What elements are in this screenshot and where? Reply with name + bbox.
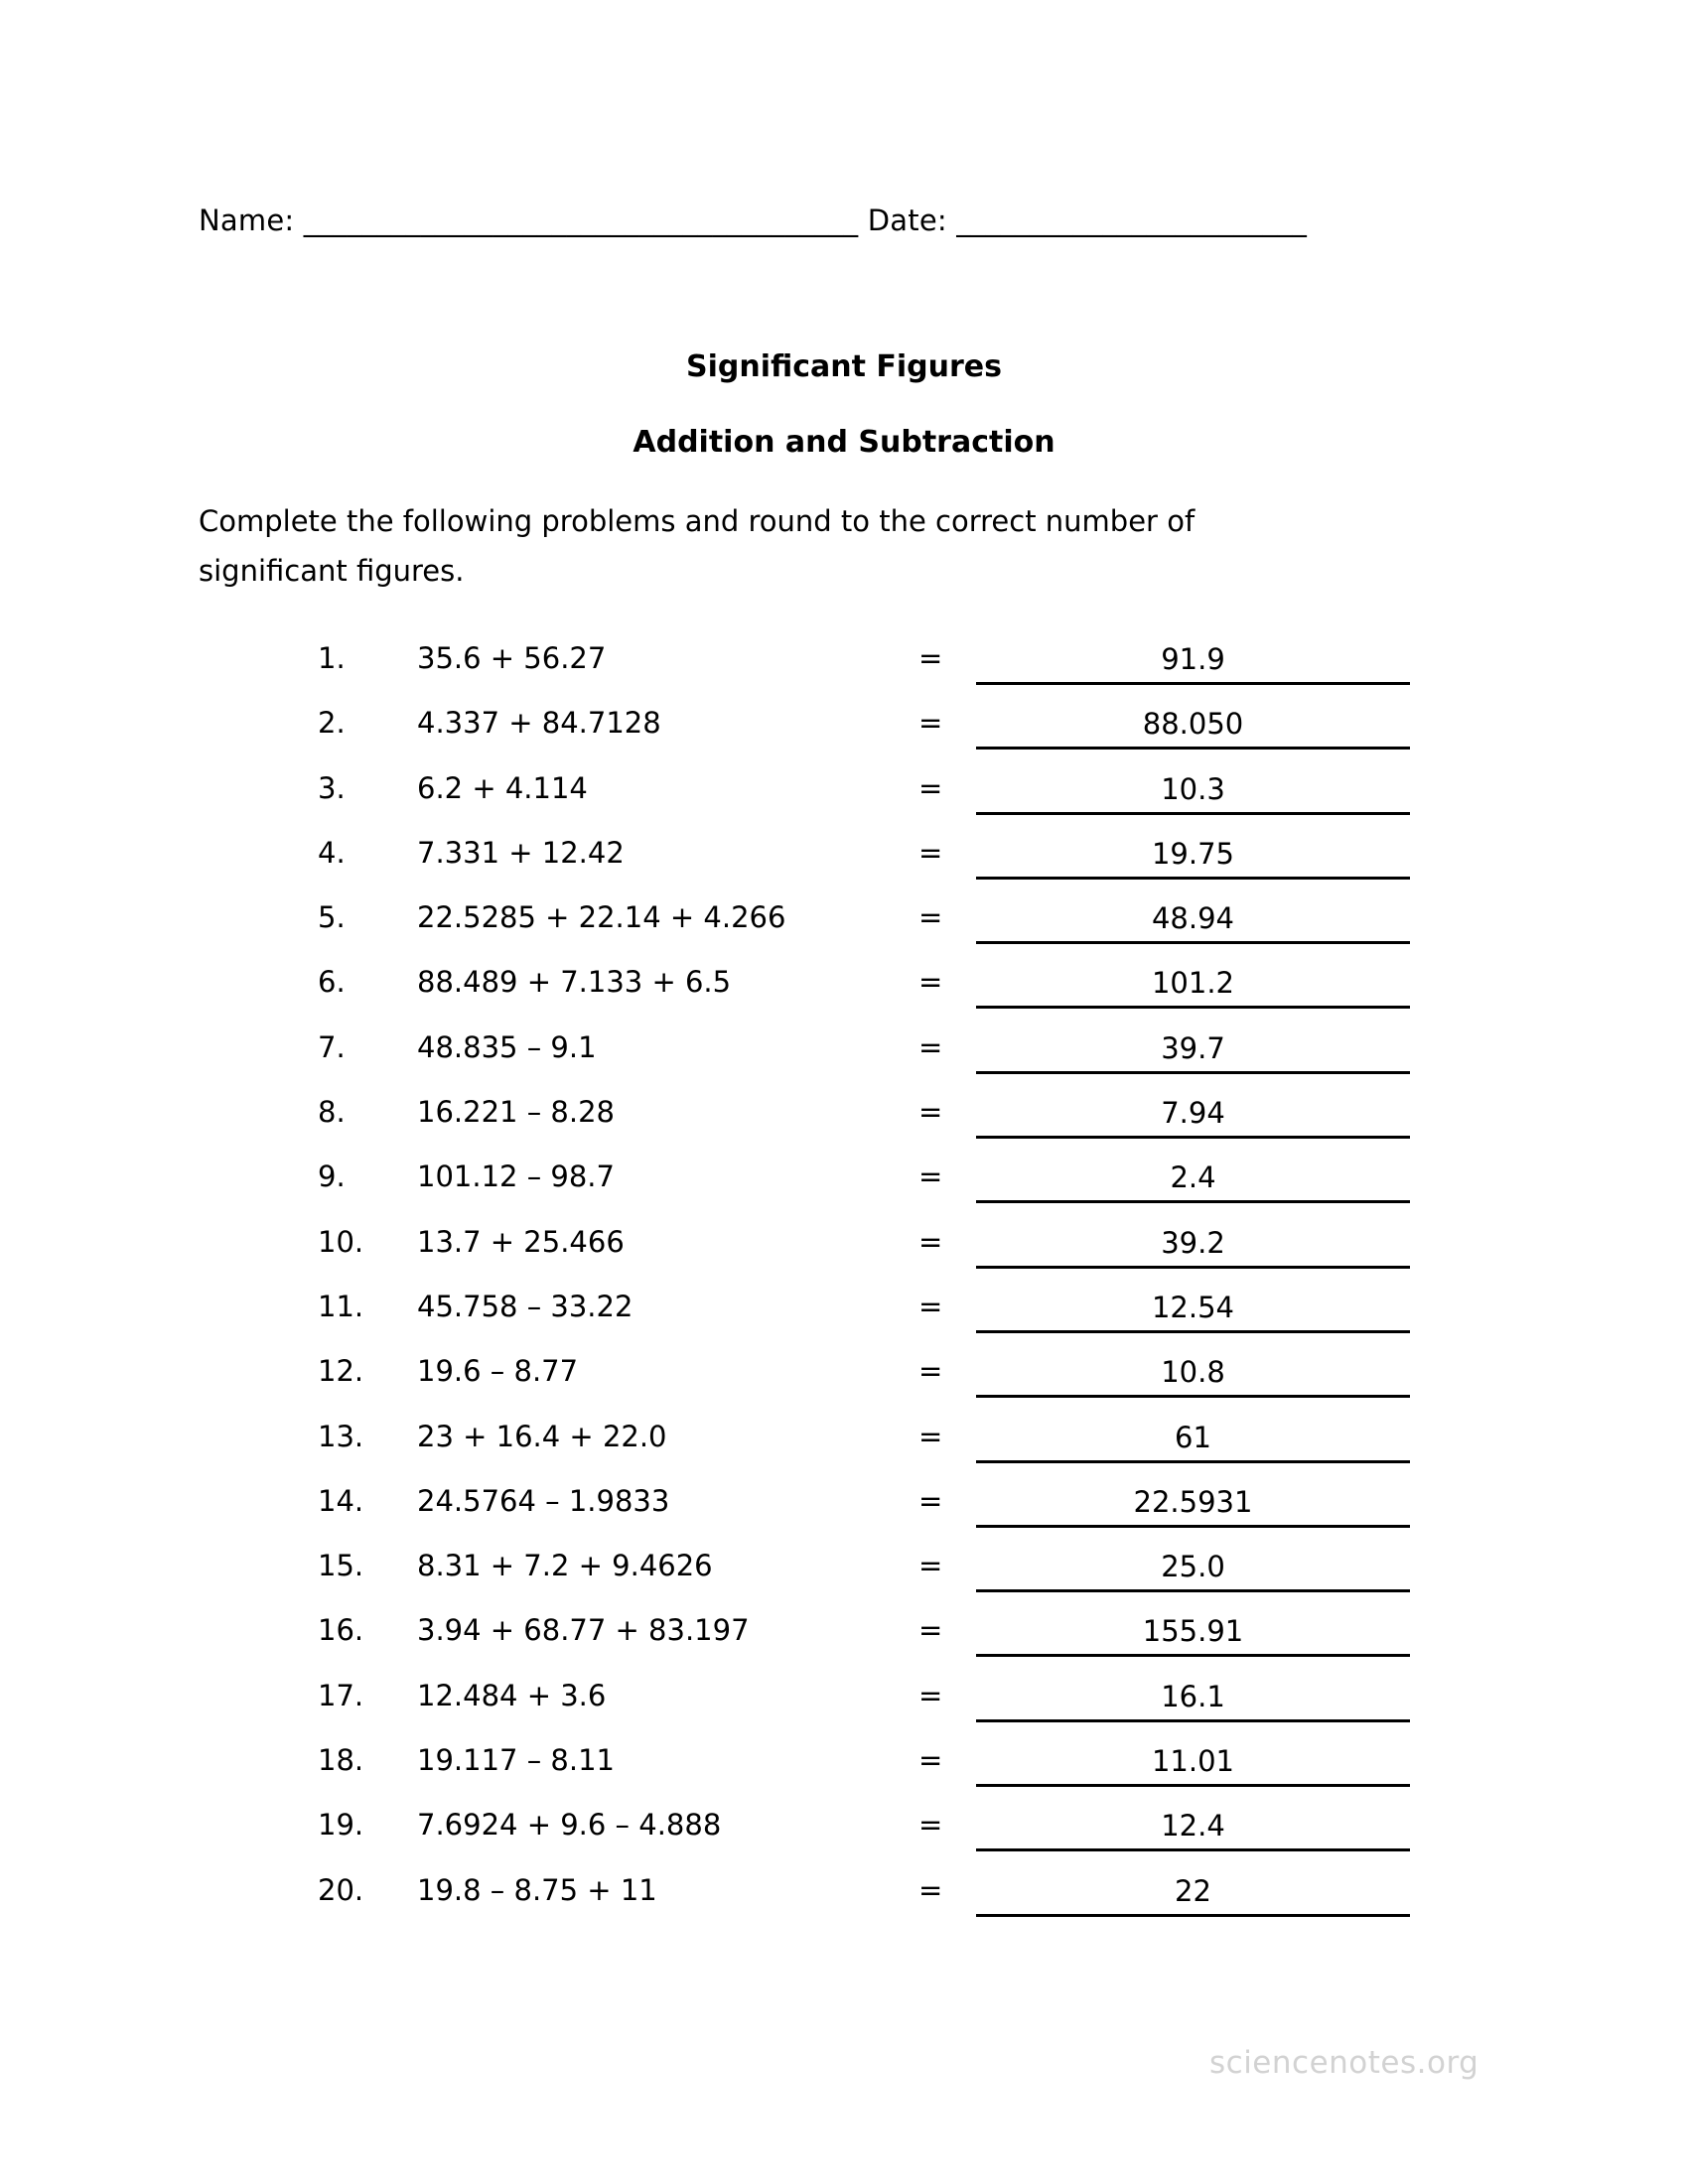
problem-expression: 48.835 – 9.1 — [417, 1029, 597, 1064]
answer-value: 19.75 — [1151, 836, 1235, 871]
problem-row — [318, 706, 1410, 770]
equals-sign: = — [918, 1872, 943, 1907]
page-title: Significant Figures — [685, 349, 1003, 384]
equals-sign: = — [918, 1613, 943, 1648]
answer-blank — [976, 1160, 1410, 1203]
problem-expression: 88.489 + 7.133 + 6.5 — [417, 965, 732, 1000]
problem-row — [318, 641, 1410, 706]
problem-row — [318, 1549, 1410, 1613]
problem-number: 11. — [318, 1289, 364, 1323]
problem-number: 9. — [318, 1160, 346, 1194]
equals-sign: = — [918, 1549, 943, 1583]
page-subtitle: Addition and Subtraction — [633, 425, 1055, 460]
problem-number: 13. — [318, 1419, 364, 1453]
equals-sign: = — [918, 1160, 943, 1194]
problem-row — [318, 1484, 1410, 1549]
equals-sign: = — [918, 1419, 943, 1453]
problem-expression: 3.94 + 68.77 + 83.197 — [417, 1613, 750, 1648]
problem-expression: 19.117 – 8.11 — [417, 1743, 615, 1778]
problem-expression: 16.221 – 8.28 — [417, 1095, 615, 1130]
answer-blank — [976, 1679, 1410, 1722]
problem-row — [318, 965, 1410, 1029]
answer-blank — [976, 706, 1410, 750]
answer-value: 22 — [1175, 1873, 1211, 1908]
answer-value: 12.4 — [1161, 1809, 1225, 1843]
problem-row — [318, 1095, 1410, 1160]
answer-value: 48.94 — [1151, 901, 1235, 936]
equals-sign: = — [918, 1095, 943, 1130]
problem-row — [318, 1160, 1410, 1224]
answer-blank — [976, 1549, 1410, 1592]
problems-list — [318, 641, 1410, 1938]
problem-number: 5. — [318, 900, 346, 935]
equals-sign: = — [918, 706, 943, 741]
problem-expression: 4.337 + 84.7128 — [417, 706, 661, 741]
name-blank: ______________________________________ — [303, 204, 859, 237]
problem-number: 12. — [318, 1354, 364, 1389]
problem-number: 18. — [318, 1743, 364, 1778]
answer-value: 7.94 — [1161, 1096, 1225, 1131]
answer-blank — [976, 836, 1410, 880]
answer-blank — [976, 1873, 1410, 1917]
equals-sign: = — [918, 770, 943, 805]
problem-number: 10. — [318, 1224, 364, 1259]
instructions — [199, 496, 1440, 596]
equals-sign: = — [918, 1029, 943, 1064]
answer-value: 25.0 — [1161, 1550, 1225, 1584]
problem-number: 14. — [318, 1483, 364, 1518]
problem-row — [318, 1743, 1410, 1808]
answer-value: 11.01 — [1151, 1744, 1235, 1779]
answer-value: 155.91 — [1142, 1614, 1244, 1649]
answer-blank — [976, 965, 1410, 1009]
date-label: Date: — [867, 204, 947, 237]
equals-sign: = — [918, 965, 943, 1000]
answer-value: 12.54 — [1151, 1290, 1235, 1324]
answer-value: 88.050 — [1142, 707, 1244, 742]
problem-row — [318, 1225, 1410, 1290]
problem-row — [318, 1420, 1410, 1484]
answer-blank — [976, 1613, 1410, 1657]
equals-sign: = — [918, 1743, 943, 1778]
problem-row — [318, 1679, 1410, 1743]
answer-blank — [976, 1225, 1410, 1269]
problem-number: 7. — [318, 1029, 346, 1064]
answer-blank — [976, 1743, 1410, 1787]
problem-expression: 101.12 – 98.7 — [417, 1160, 615, 1194]
problem-row — [318, 1873, 1410, 1938]
answer-value: 10.8 — [1161, 1355, 1225, 1390]
answer-value: 22.5931 — [1133, 1484, 1253, 1519]
answer-blank — [976, 1030, 1410, 1074]
problem-row — [318, 1808, 1410, 1872]
answer-value: 16.1 — [1161, 1679, 1225, 1713]
equals-sign: = — [918, 1483, 943, 1518]
answer-blank — [976, 1290, 1410, 1333]
problem-expression: 19.8 – 8.75 + 11 — [417, 1872, 657, 1907]
answer-blank — [976, 771, 1410, 815]
problem-number: 16. — [318, 1613, 364, 1648]
instructions-line-1: Complete the following problems and round to the correct number of — [199, 504, 1196, 538]
problem-row — [318, 836, 1410, 900]
equals-sign: = — [918, 1808, 943, 1843]
problem-row — [318, 771, 1410, 836]
problem-number: 17. — [318, 1678, 364, 1712]
answer-value: 10.3 — [1161, 771, 1225, 806]
problem-number: 15. — [318, 1549, 364, 1583]
answer-value: 2.4 — [1170, 1160, 1216, 1195]
problem-expression: 12.484 + 3.6 — [417, 1678, 607, 1712]
problem-expression: 13.7 + 25.466 — [417, 1224, 625, 1259]
equals-sign: = — [918, 1289, 943, 1323]
name-date-row — [199, 204, 1307, 237]
problem-number: 2. — [318, 706, 346, 741]
problem-row — [318, 1030, 1410, 1095]
equals-sign: = — [918, 1354, 943, 1389]
problem-number: 20. — [318, 1872, 364, 1907]
problem-expression: 35.6 + 56.27 — [417, 641, 607, 675]
answer-blank — [976, 1420, 1410, 1463]
answer-value: 39.7 — [1161, 1030, 1225, 1065]
problem-row — [318, 1354, 1410, 1419]
answer-value: 39.2 — [1161, 1225, 1225, 1260]
answer-value: 61 — [1175, 1420, 1211, 1454]
instructions-line-2: significant figures. — [199, 554, 465, 588]
problem-number: 3. — [318, 770, 346, 805]
equals-sign: = — [918, 1224, 943, 1259]
problem-expression: 19.6 – 8.77 — [417, 1354, 579, 1389]
problem-expression: 45.758 – 33.22 — [417, 1289, 633, 1323]
answer-blank — [976, 900, 1410, 944]
answer-value: 91.9 — [1161, 642, 1225, 676]
problem-number: 19. — [318, 1808, 364, 1843]
problem-expression: 22.5285 + 22.14 + 4.266 — [417, 900, 786, 935]
problem-row — [318, 1290, 1410, 1354]
answer-value: 101.2 — [1151, 966, 1235, 1001]
problem-number: 6. — [318, 965, 346, 1000]
answer-blank — [976, 1354, 1410, 1398]
answer-blank — [976, 641, 1410, 685]
problem-number: 4. — [318, 835, 346, 870]
problem-number: 8. — [318, 1095, 346, 1130]
problem-row — [318, 1613, 1410, 1678]
equals-sign: = — [918, 900, 943, 935]
problem-expression: 8.31 + 7.2 + 9.4626 — [417, 1549, 713, 1583]
equals-sign: = — [918, 641, 943, 675]
problem-expression: 6.2 + 4.114 — [417, 770, 588, 805]
problem-expression: 7.331 + 12.42 — [417, 835, 625, 870]
problem-expression: 7.6924 + 9.6 – 4.888 — [417, 1808, 722, 1843]
equals-sign: = — [918, 835, 943, 870]
name-label: Name: — [199, 204, 295, 237]
answer-blank — [976, 1095, 1410, 1139]
problem-row — [318, 900, 1410, 965]
date-blank: ________________________ — [956, 204, 1308, 237]
problem-expression: 24.5764 – 1.9833 — [417, 1483, 670, 1518]
answer-blank — [976, 1484, 1410, 1528]
problem-expression: 23 + 16.4 + 22.0 — [417, 1419, 667, 1453]
problem-number: 1. — [318, 641, 346, 675]
equals-sign: = — [918, 1678, 943, 1712]
answer-blank — [976, 1808, 1410, 1851]
footer-site: sciencenotes.org — [1209, 2045, 1479, 2081]
